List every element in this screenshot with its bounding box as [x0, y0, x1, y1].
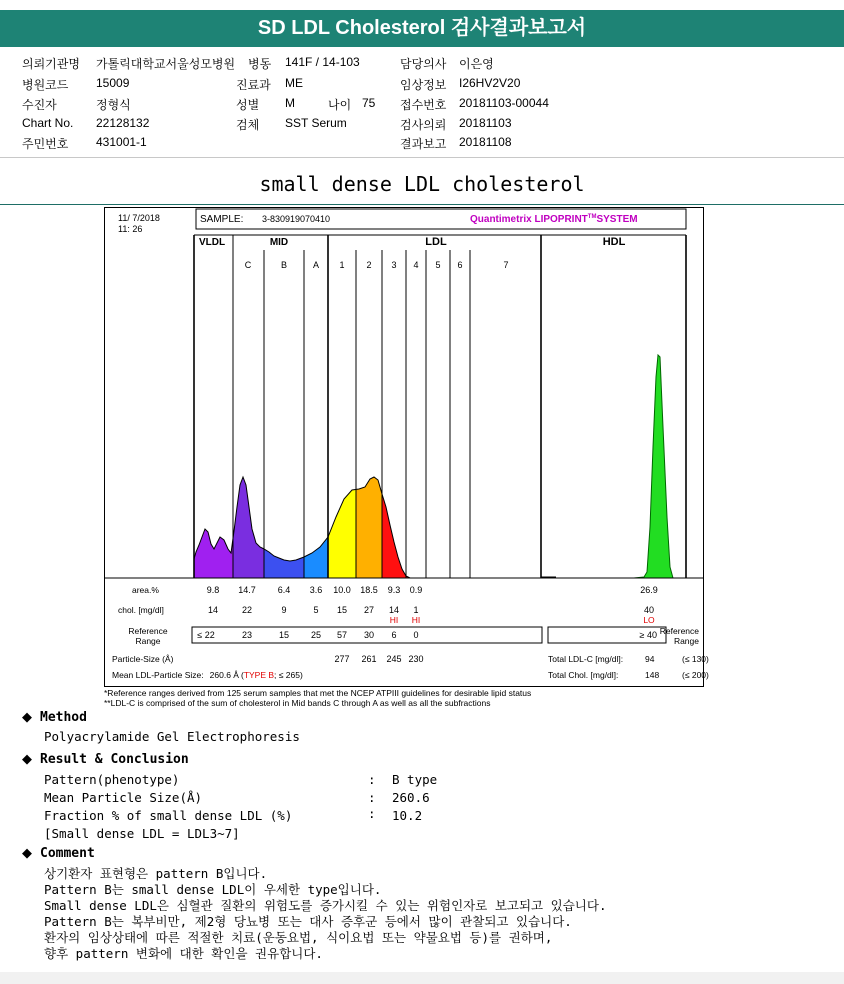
band-label: B	[280, 260, 288, 270]
ref-value: 57	[336, 630, 348, 640]
resident-no-label: 주민번호	[22, 137, 69, 151]
comment-line-3: Small dense LDL은 심혈관 질환의 위험도를 증가시킬 수 있는 위험인자로 보고되고 있습니다.	[44, 898, 607, 913]
ref-label-2: Range	[135, 636, 161, 646]
group-vldl: VLDL	[198, 237, 226, 248]
total-chol-ref: (≤ 200)	[682, 670, 709, 680]
method-title: Method	[40, 710, 87, 725]
ref-label-1: Reference	[128, 626, 168, 636]
clinical-info-label: 임상정보	[400, 78, 447, 92]
group-mid: MID	[269, 237, 289, 248]
chol-value: 22	[241, 605, 253, 615]
ward-label: 병동	[248, 57, 272, 71]
flag-value: HI	[389, 615, 399, 625]
area-value: 0.9	[409, 585, 423, 595]
ref-value: 25	[310, 630, 322, 640]
ref-value: 23	[241, 630, 253, 640]
chol-value: 40	[643, 605, 655, 615]
band-label: C	[244, 260, 252, 270]
hdl-ref-label-2: Range	[673, 636, 699, 646]
resident-no-value: 431001-1	[96, 135, 147, 149]
hdl-ref-label-1: Reference	[659, 626, 699, 636]
band-label: 5	[435, 260, 441, 270]
chol-value: 27	[363, 605, 375, 615]
chol-value: 14	[388, 605, 400, 615]
report-date-value: 20181108	[459, 135, 512, 149]
group-hdl: HDL	[602, 236, 626, 248]
patient-label: 수진자	[22, 98, 57, 112]
specimen-value: SST Serum	[285, 116, 347, 130]
chol-value: 15	[336, 605, 348, 615]
chart-date: 11/ 7/2018	[118, 213, 160, 223]
brand-name	[470, 214, 638, 225]
receipt-no-label: 접수번호	[400, 98, 447, 112]
flag-value: HI	[411, 615, 421, 625]
department-value: ME	[285, 76, 303, 90]
footnote-1: *Reference ranges derived from 125 serum samples that met the NCEP ATPIII guidelines for desirable lipid status	[104, 688, 532, 698]
mean-ldl-value: 260.6 Å	[209, 670, 239, 680]
ref-value: ≤ 22	[197, 630, 215, 640]
comment-line-5: 환자의 임상상태에 따른 적절한 치료(운동요법, 식이요법 또는 약물요법 등)를 권하며,	[44, 930, 553, 945]
age-value: 75	[362, 96, 376, 110]
chol-value: 5	[313, 605, 319, 615]
ref-value: 30	[363, 630, 375, 640]
fraction-colon: :	[368, 806, 376, 821]
row-chol-label: chol. [mg/dl]	[118, 605, 164, 615]
clinical-info-value: I26HV2V20	[459, 76, 521, 90]
ward-value: 141F / 14-103	[285, 55, 360, 69]
brand-system: SYSTEM	[596, 214, 638, 225]
department-label: 진료과	[236, 78, 271, 92]
result-title: Result & Conclusion	[40, 752, 189, 767]
pattern-value: B type	[392, 772, 438, 787]
method-text: Polyacrylamide Gel Electrophoresis	[44, 729, 300, 744]
group-ldl: LDL	[425, 236, 447, 248]
band-label: 7	[503, 260, 509, 270]
area-value: 18.5	[360, 585, 378, 595]
comment-line-4: Pattern B는 복부비만, 제2형 당뇨병 또는 대사 증후군 등에서 많이 관찰되고 있습니다.	[44, 914, 572, 929]
comment-line-2: Pattern B는 small dense LDL이 우세한 type입니다.	[44, 882, 382, 897]
size-label: Mean Particle Size(Å)	[44, 790, 203, 805]
patient-value: 정형식	[96, 98, 131, 112]
area-value: 10.0	[333, 585, 351, 595]
band-label: 4	[413, 260, 419, 270]
chol-value: 9	[281, 605, 287, 615]
specimen-label: 검체	[236, 118, 260, 132]
comment-heading	[22, 846, 95, 861]
doctor-value: 이은영	[459, 57, 494, 71]
subtitle: small dense LDL cholesterol	[259, 172, 585, 196]
band-label: 3	[391, 260, 397, 270]
institution-label: 의뢰기관명	[22, 57, 80, 71]
particle-size-value: 230	[408, 654, 424, 664]
subtitle-underline	[0, 204, 844, 205]
ref-value: 6	[391, 630, 397, 640]
lipoprint-chart	[104, 207, 709, 687]
size-colon: :	[368, 790, 376, 805]
diamond-bullet-icon: ◆	[22, 710, 32, 725]
fraction-value: 10.2	[392, 808, 423, 823]
request-date-value: 20181103	[459, 116, 512, 130]
chol-value: 14	[207, 605, 219, 615]
band-label: 2	[366, 260, 372, 270]
hospital-code-value: 15009	[96, 76, 130, 90]
footnote-2: **LDL-C is comprised of the sum of cholesterol in Mid bands C through A as well as all the subfractions	[104, 698, 491, 708]
diamond-bullet-icon: ◆	[22, 752, 32, 767]
sex-label: 성별	[236, 98, 260, 112]
total-ldl-value: 94	[645, 654, 655, 664]
mean-ldl-type: TYPE B	[243, 670, 275, 680]
particle-size-value: 245	[386, 654, 402, 664]
comment-title: Comment	[40, 846, 95, 861]
total-ldl-label: Total LDL-C [mg/dl]:	[548, 654, 624, 664]
area-value: 6.4	[277, 585, 291, 595]
band-label: 1	[339, 260, 345, 270]
method-heading	[22, 710, 87, 725]
institution-value: 가톨릭대학교서울성모병원	[96, 57, 236, 71]
chart-no-label: Chart No.	[22, 116, 74, 130]
pattern-colon: :	[368, 772, 376, 787]
hdl-ref: ≥ 40	[639, 630, 657, 640]
chart-time: 11: 26	[118, 224, 143, 234]
sample-id: 3-830919070410	[262, 214, 331, 224]
ref-value: 15	[278, 630, 290, 640]
area-value: 9.8	[206, 585, 220, 595]
band-label: 6	[457, 260, 463, 270]
band-fill-5	[356, 477, 382, 578]
total-chol-label: Total Chol. [mg/dl]:	[548, 670, 619, 680]
comment-line-6: 향후 pattern 변화에 대한 확인을 권유합니다.	[44, 946, 323, 961]
receipt-no-value: 20181103-00044	[459, 96, 549, 110]
sd-ldl-note: [Small dense LDL = LDL3~7]	[44, 826, 240, 841]
doctor-label: 담당의사	[400, 57, 447, 71]
total-ldl-ref: (≤ 130)	[682, 654, 709, 664]
divider	[0, 157, 844, 158]
chart-no-value: 22128132	[96, 116, 150, 130]
row-area-label: area.%	[132, 585, 159, 595]
particle-size-value: 261	[361, 654, 377, 664]
mean-ldl-label: Mean LDL-Particle Size:	[112, 670, 204, 680]
sex-value: M	[285, 96, 295, 110]
particle-size-value: 277	[334, 654, 350, 664]
chol-value: 1	[413, 605, 419, 615]
mean-ldl-open: (	[240, 670, 244, 680]
request-date-label: 검사의뢰	[400, 118, 447, 132]
particle-size-label: Particle-Size (Å)	[112, 654, 174, 664]
area-value: 9.3	[387, 585, 401, 595]
fraction-label: Fraction % of small dense LDL (%)	[44, 808, 293, 823]
area-value: 3.6	[309, 585, 323, 595]
area-value: 26.9	[640, 585, 658, 595]
report-title: SD LDL Cholesterol 검사결과보고서	[0, 10, 844, 47]
size-value: 260.6	[392, 790, 430, 805]
hospital-code-label: 병원코드	[22, 78, 69, 92]
band-label: A	[312, 260, 320, 270]
age-label: 나이	[328, 98, 352, 112]
diamond-bullet-icon: ◆	[22, 846, 32, 861]
ref-value: 0	[413, 630, 419, 640]
result-heading	[22, 752, 189, 767]
mean-ldl-ref: ; ≤ 265)	[274, 670, 303, 680]
brand-tm: TM	[587, 214, 597, 220]
total-chol-value: 148	[645, 670, 660, 680]
sample-label: SAMPLE:	[200, 214, 244, 225]
brand-main: Quantimetrix LIPOPRINT	[470, 214, 588, 225]
area-value: 14.7	[238, 585, 256, 595]
report-date-label: 결과보고	[400, 137, 447, 151]
flag-value: LO	[643, 615, 655, 625]
pattern-label: Pattern(phenotype)	[44, 772, 180, 787]
comment-line-1: 상기환자 표현형은 pattern B입니다.	[44, 866, 268, 881]
